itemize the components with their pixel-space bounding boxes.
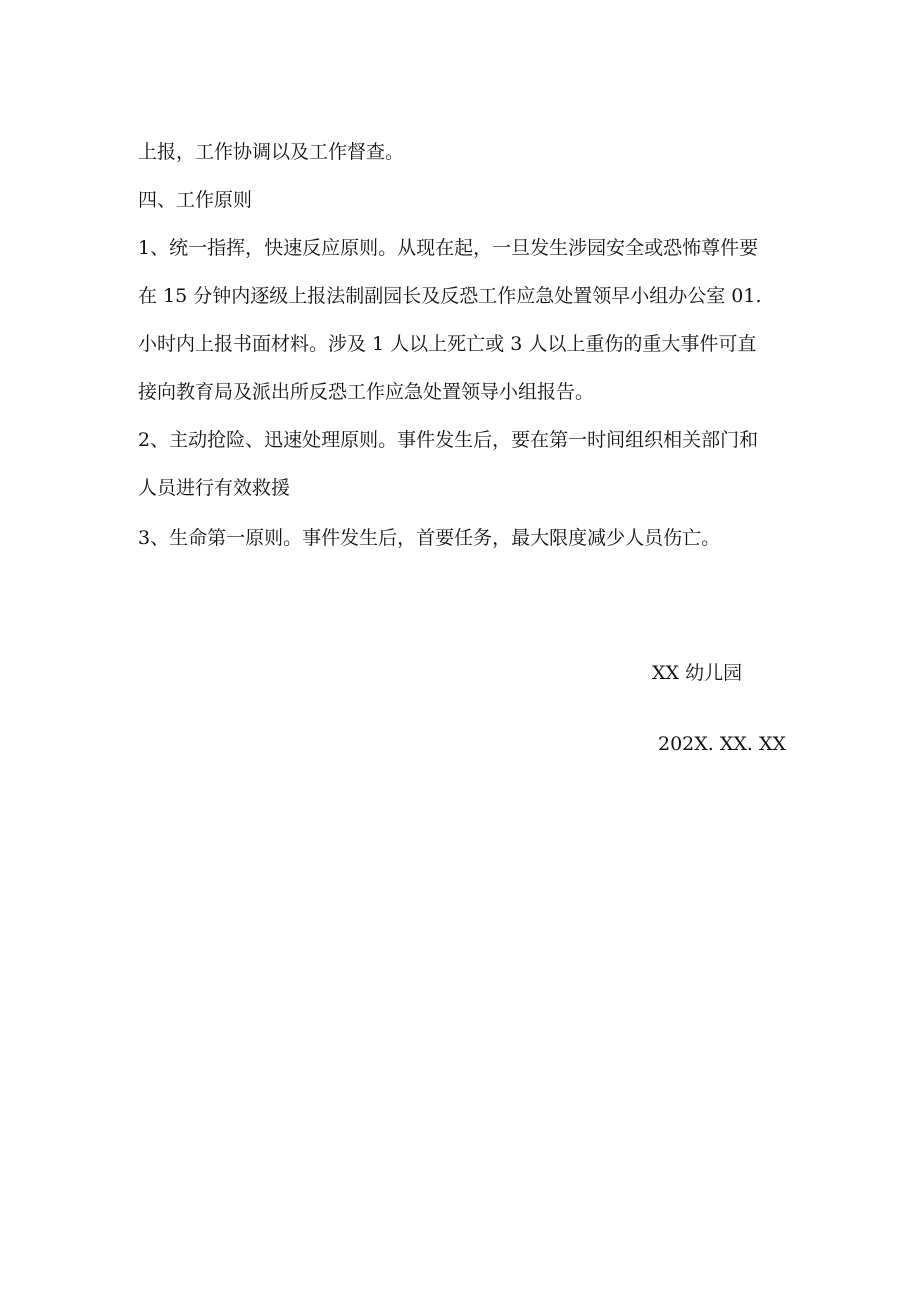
text-line: 接向教育局及派出所反恐工作应急处置领导小组报告。: [138, 381, 595, 403]
signature-organization: XX 幼儿园: [652, 662, 743, 684]
text-line: 1、统一指挥，快速反应原则。从现在起，一旦发生涉园安全或恐怖尊件要: [138, 237, 759, 259]
text-line: 上报，工作协调以及工作督查。: [138, 141, 405, 163]
section-heading-work-principles: [138, 176, 798, 224]
text-line: 小时内上报书面材料。涉及 1 人以上死亡或 3 人以上重伤的重大事件可直: [138, 333, 757, 355]
text-line: 在 15 分钟内逐级上报法制副园长及反恐工作应急处置领早小组办公室 01.: [138, 285, 762, 307]
paragraph-principle-2: [138, 416, 798, 512]
text-line: 2、主动抢险、迅速处理原则。事件发生后，要在第一时间组织相关部门和: [138, 429, 759, 451]
text-line: 3、生命第一原则。事件发生后，首要任务，最大限度减少人员伤亡。: [138, 527, 721, 549]
signature-date: 202X. XX. XX: [658, 733, 787, 755]
text-line: 四、工作原则: [138, 189, 253, 211]
paragraph-principle-1: [138, 224, 798, 416]
paragraph-continuation: [138, 128, 798, 176]
paragraph-principle-3: [138, 514, 798, 562]
text-line: 人员进行有效救援: [138, 477, 291, 499]
